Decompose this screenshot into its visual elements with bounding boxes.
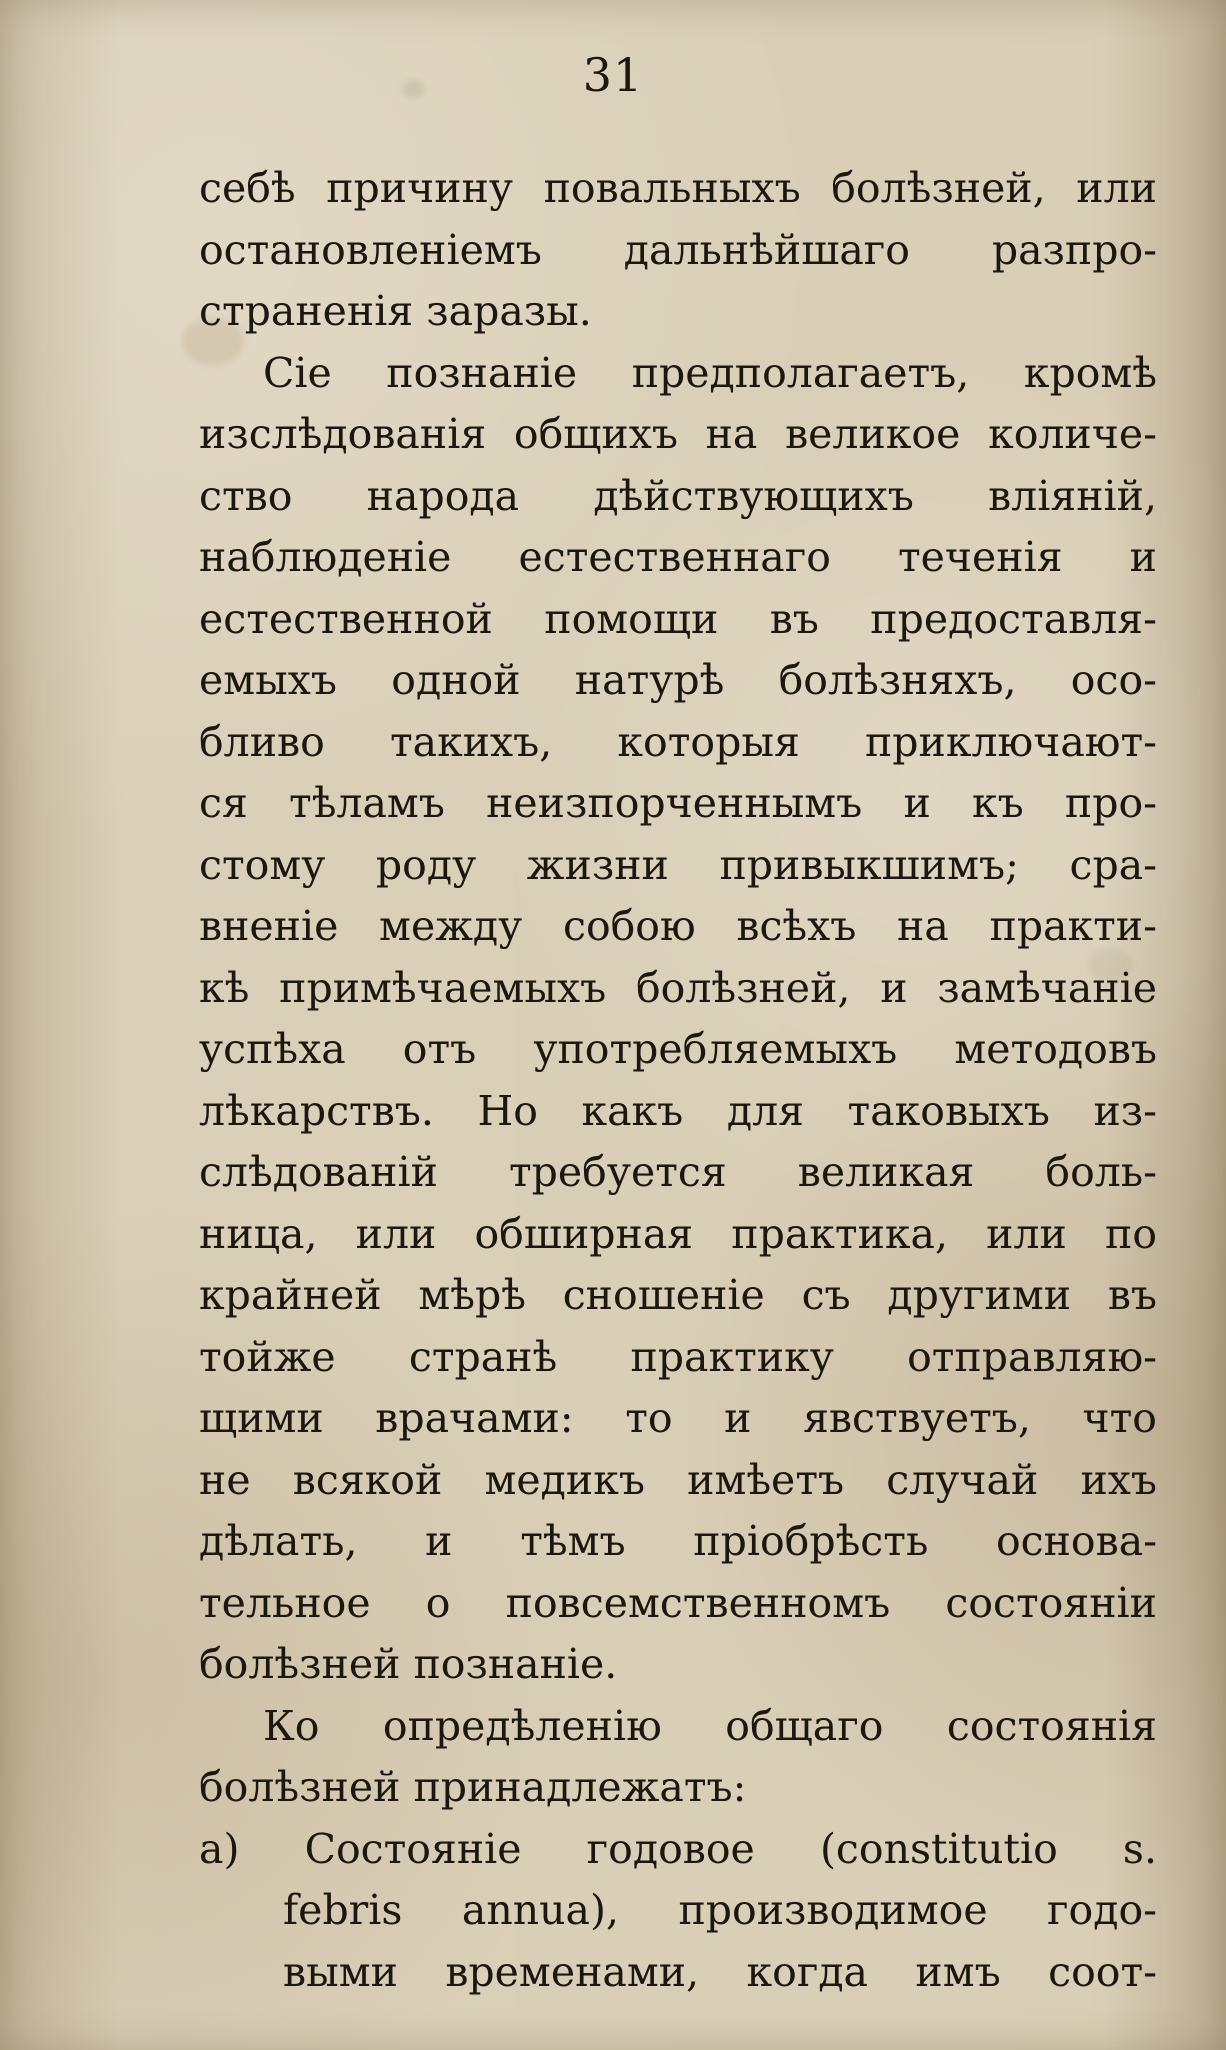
text-line: изслѣдованія общихъ на великое количе-: [199, 410, 1157, 458]
text-line: лѣкарствъ. Но какъ для таковыхъ из-: [199, 1086, 1157, 1135]
text-line: вненіе между собою всѣхъ на практи-: [199, 902, 1157, 950]
text-line: крайней мѣрѣ сношеніе съ другими въ: [199, 1271, 1157, 1319]
main-text: [199, 158, 1157, 2003]
paragraph-start-line: Ко опредѣленію общаго состоянія: [263, 1701, 1157, 1750]
text-line: щими врачами: то и явствуетъ, что: [199, 1394, 1157, 1442]
text-line: емыхъ одной натурѣ болѣзняхъ, осо-: [199, 656, 1157, 704]
text-line: остановленіемъ дальнѣйшаго разпро-: [199, 225, 1157, 274]
page-number: 31: [582, 48, 644, 102]
text-line: бливо такихъ, которыя приключают-: [199, 717, 1157, 766]
text-line: страненія заразы.: [199, 287, 592, 335]
text-line: ница, или обширная практика, или по: [199, 1209, 1157, 1258]
text-line: себѣ причину повальныхъ болѣзней, или: [199, 164, 1157, 212]
text-line: болѣзней принадлежатъ:: [199, 1763, 747, 1811]
text-line: болѣзней познаніе.: [199, 1640, 618, 1688]
text-line: слѣдованій требуется великая боль-: [199, 1148, 1157, 1196]
text-line: кѣ примѣчаемыхъ болѣзней, и замѣчаніе: [199, 963, 1157, 1012]
text-line: наблюденіе естественнаго теченія и: [199, 533, 1157, 581]
list-item-line: a) Состояніе годовое (constitutio s.: [199, 1824, 1157, 1873]
text-line: дѣлать, и тѣмъ пріобрѣсть основа-: [199, 1517, 1157, 1565]
list-item-continuation: выми временами, когда имъ соот-: [283, 1947, 1157, 1996]
text-line: не всякой медикъ имѣетъ случай ихъ: [199, 1455, 1157, 1504]
text-line: ство народа дѣйствующихъ вліяній,: [199, 471, 1157, 520]
text-line: тельное о повсемственномъ состояніи: [199, 1578, 1157, 1627]
text-line: тойже странѣ практику отправляю-: [199, 1332, 1157, 1381]
text-line: стому роду жизни привыкшимъ; сра-: [199, 840, 1157, 889]
text-line: ся тѣламъ неизпорченнымъ и къ про-: [199, 779, 1157, 827]
list-item-continuation: febris annua), производимое годо-: [283, 1886, 1157, 1934]
text-line: успѣха отъ употребляемыхъ методовъ: [199, 1025, 1157, 1073]
text-line: естественной помощи въ предоставля-: [199, 594, 1157, 643]
paragraph-start-line: Сіе познаніе предполагаетъ, кромѣ: [263, 348, 1157, 397]
